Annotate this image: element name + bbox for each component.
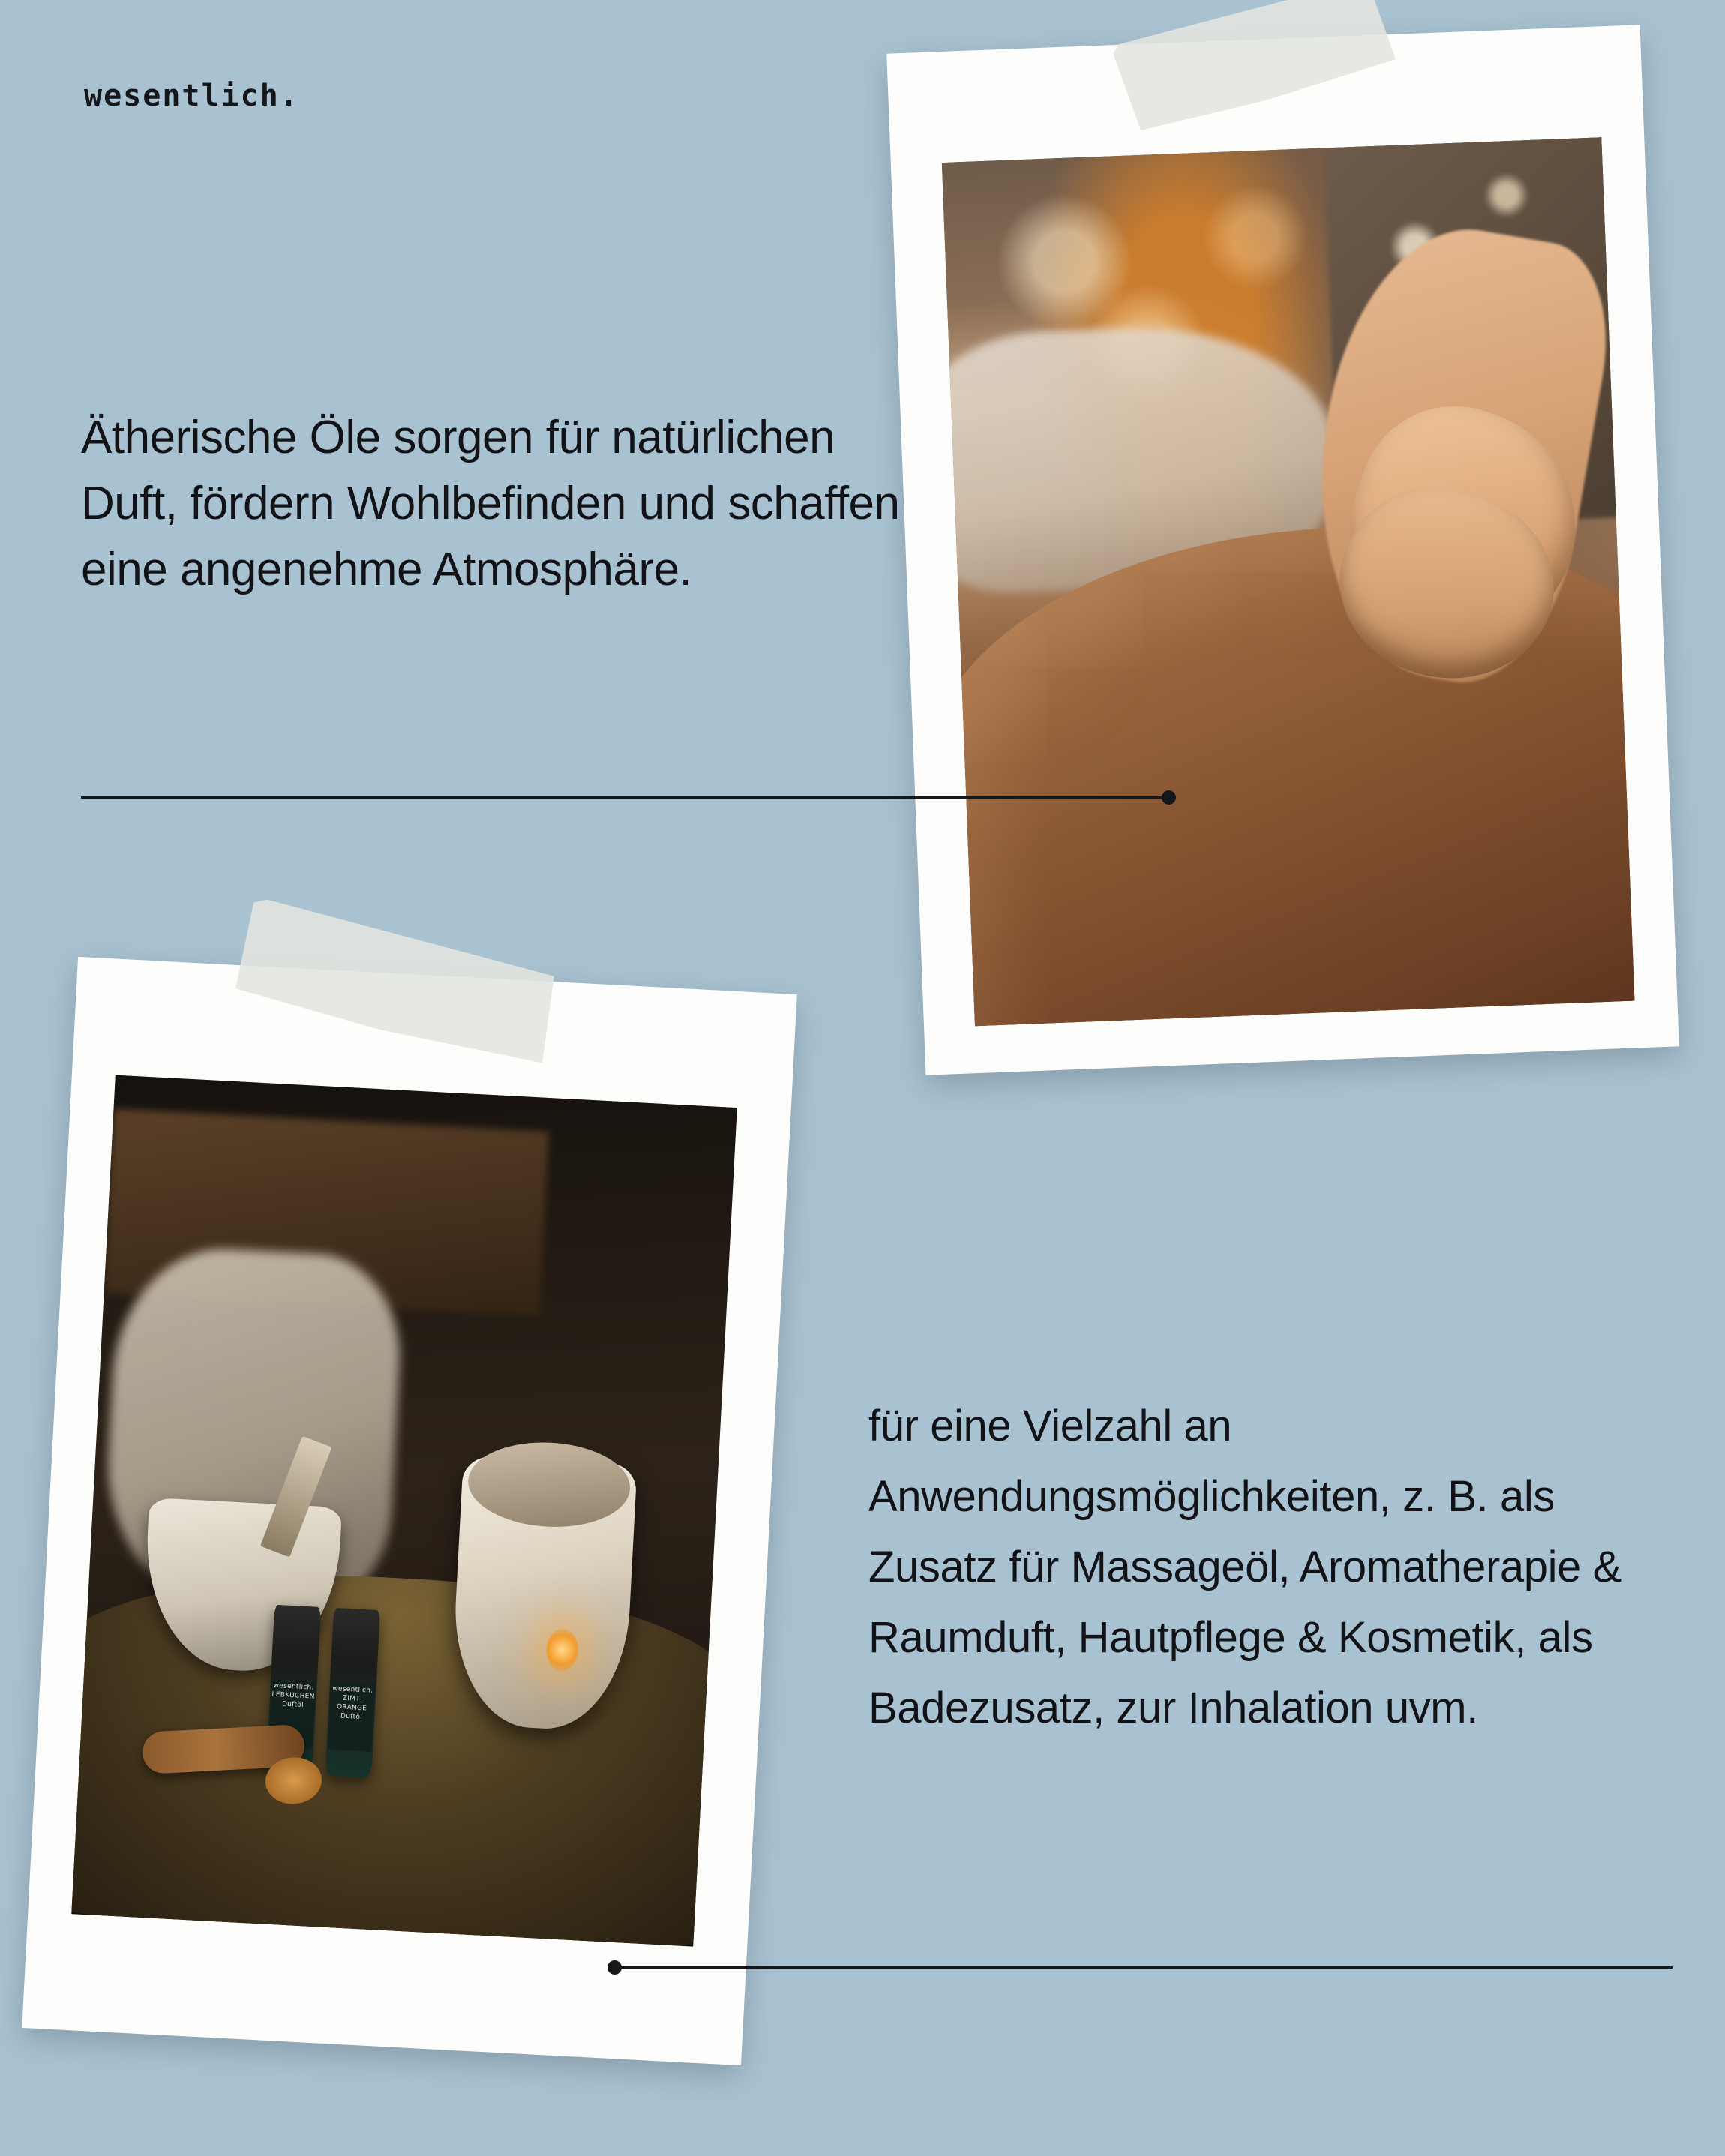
connector-line-bottom <box>608 1966 1672 1969</box>
body-text: für eine Vielzahl an Anwendungsmöglichkeiten, z. B. als Zusatz für Massageöl, Aromatherapie & Raumduft, Hautpflege & Kosmetik, als Badezusatz, zur Inhalation uvm. <box>868 1402 1622 1732</box>
oil-bottle-two-name: ZIMT-ORANGE <box>336 1694 368 1713</box>
aroma-oils-photo-art <box>71 1075 736 1947</box>
connector-dot-top <box>1162 790 1176 805</box>
photo-card-oils <box>22 957 797 2065</box>
oil-bottle-two-brand: wesentlich. <box>332 1684 374 1695</box>
oil-bottle-one-type: Duftöl <box>281 1700 304 1710</box>
aroma-oils-photo <box>71 1075 736 1947</box>
headline-text: Ätherische Öle sorgen für natürlichen Duft, fördern Wohlbefinden und schaffen eine angenehme Atmosphäre. <box>81 412 900 596</box>
oil-bottle-two <box>325 1608 380 1778</box>
oil-bottle-one-name: LEBKUCHEN <box>272 1690 315 1701</box>
connector-dot-bottom <box>608 1960 622 1975</box>
massage-photo-art <box>942 137 1635 1026</box>
brand-wordmark: wesentlich. <box>84 79 299 113</box>
oil-bottle-two-type: Duftöl <box>340 1712 363 1722</box>
oil-bottle-one-brand: wesentlich. <box>273 1681 314 1692</box>
connector-line-top <box>81 796 1176 799</box>
massage-photo <box>942 137 1635 1026</box>
oil-bottle-two-label <box>328 1682 375 1751</box>
photo-card-massage <box>886 25 1679 1075</box>
